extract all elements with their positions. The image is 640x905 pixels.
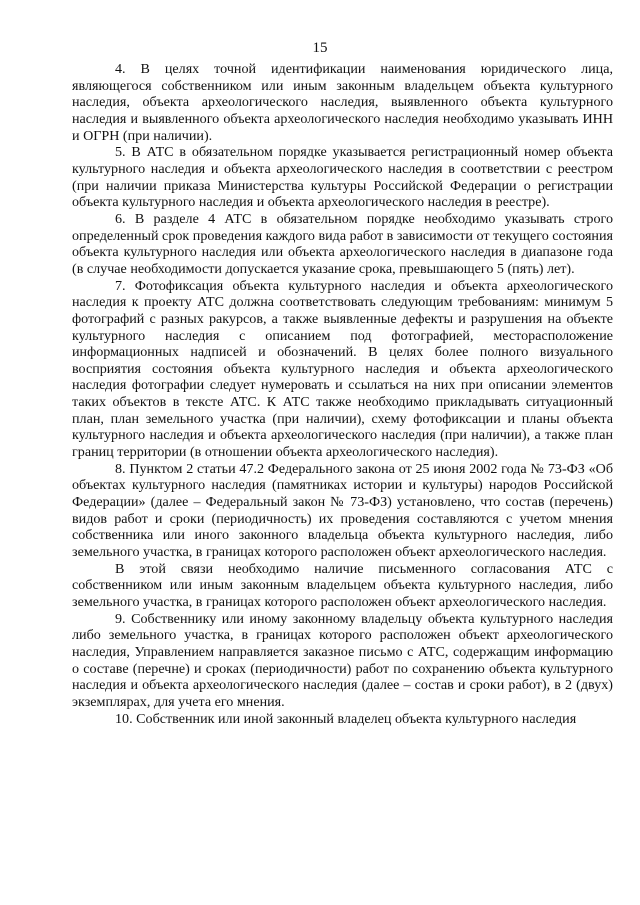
page-number: 15 (312, 40, 328, 56)
paragraph-item-7: 7. Фотофиксация объекта культурного наследия и объекта археологического наследия к проекту АТС должна соответствовать следующим требованиям: минимум 5 фотографий с разных ракурсов, а также выявленные дефекты и разрушения на объекте культурного наследия с описанием под фотографией, месторасположение информационных надписей и обозначений. В целях более полного визуального восприятия состояния объекта культурного наследия и объекта археологического наследия фотографии следует нумеровать и ссылаться на них при описании элементов таких объектов в тексте АТС. К АТС также необходимо прикладывать ситуационный план, план земельного участка (при наличии), схему фотофиксации и планы объекта культурного наследия и объекта археологического наследия (при наличии), а также план границ территории (в отношении объекта археологического наследия). (72, 277, 613, 461)
paragraph-item-6: 6. В разделе 4 АТС в обязательном порядке необходимо указывать строго определенный срок проведения каждого вида работ в зависимости от текущего состояния объекта культурного наследия или объекта археологического наследия в диапазоне года (в случае необходимости допускается указание срока, превышающего 5 (пять) лет). (72, 210, 613, 277)
paragraph-item-5: 5. В АТС в обязательном порядке указывается регистрационный номер объекта культурного наследия и объекта археологического наследия в соответствии с реестром (при наличии приказа Министерства культуры Российской Федерации о регистрации объекта культурного наследия и объекта археологического наследия в реестре). (72, 144, 613, 211)
paragraph-item-4: 4. В целях точной идентификации наименования юридического лица, являющегося собственником или иным законным владельцем объекта культурного наследия, объекта археологического наследия, выявленного объекта культурного наследия и выявленного объекта археологического наследия необходимо указывать ИНН и ОГРН (при наличии). (72, 61, 613, 144)
paragraph-item-8: 8. Пунктом 2 статьи 47.2 Федерального закона от 25 июня 2002 года № 73-ФЗ «Об объектах культурного наследия (памятниках истории и культуры) народов Российской Федерации» (далее – Федеральный закон № 73-ФЗ) установлено, что состав (перечень) видов работ и сроки (периодичность) их проведения составляются с учетом мнения собственника или иного законного владельца объекта культурного наследия, либо земельного участка, в границах которого расположен объект археологического наследия. (72, 460, 613, 561)
paragraph-item-10: 10. Собственник или иной законный владелец объекта культурного наследия (115, 710, 577, 727)
document-body (72, 61, 613, 727)
paragraph-item-8-continuation: В этой связи необходимо наличие письменного согласования АТС с собственником или иным законным владельцем объекта культурного наследия, либо земельного участка, в границах которого расположен объект археологического наследия. (72, 560, 613, 610)
paragraph-item-9: 9. Собственнику или иному законному владельцу объекта культурного наследия либо земельного участка, в границах которого расположен объект археологического наследия, Управлением направляется заказное письмо с АТС, содержащим информацию о составе (перечне) и сроках (периодичности) работ по сохранению объекта культурного наследия и объекта археологического наследия (далее – состав и сроки работ), в 2 (двух) экземплярах, для учета его мнения. (72, 610, 613, 710)
